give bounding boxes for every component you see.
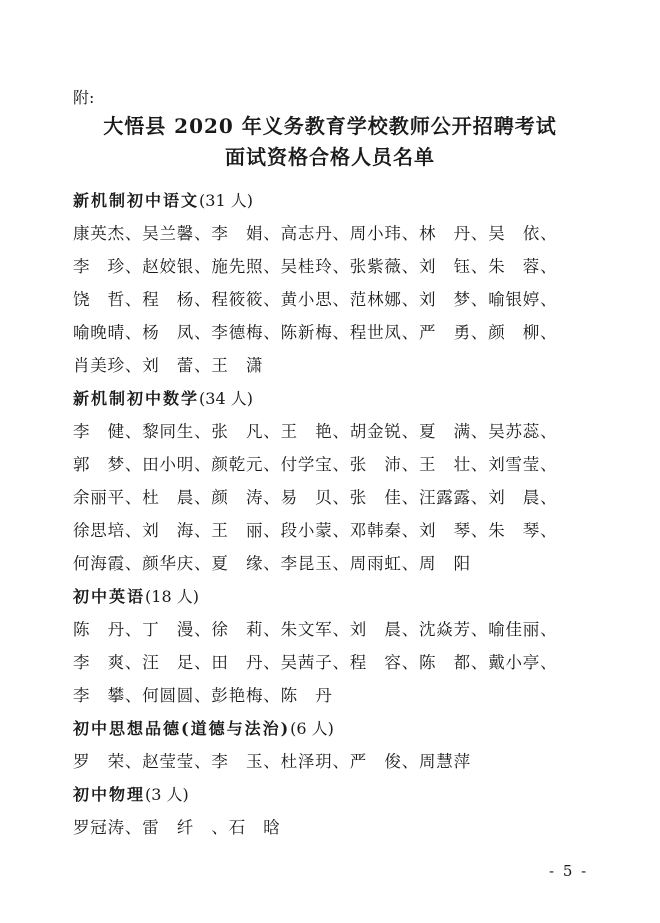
name-line: 郭 梦、田小明、颜乾元、付学宝、张 沛、王 壮、刘雪莹、	[73, 455, 558, 474]
name-list-content	[73, 184, 633, 844]
section-heading	[73, 580, 633, 613]
section-heading	[73, 778, 633, 811]
section-name-list	[73, 811, 633, 844]
name-line: 李 健、黎同生、张 凡、王 艳、胡金锐、夏 满、吴苏蕊、	[73, 422, 558, 441]
name-line: 罗冠涛、雷 纤 、石 晗	[73, 818, 281, 837]
section-title: 新机制初中数学	[73, 389, 200, 408]
name-line: 何海霞、颜华庆、夏 缘、李昆玉、周雨虹、周 阳	[73, 554, 471, 573]
section-title: 新机制初中语文	[73, 191, 200, 210]
name-line: 喻晚晴、杨 凤、李德梅、陈新梅、程世凤、严 勇、颜 柳、	[73, 323, 558, 342]
section-count: (3 人)	[145, 785, 189, 804]
section-name-list	[73, 745, 633, 778]
section-count: (18 人)	[145, 587, 199, 606]
section-title: 初中英语	[73, 587, 146, 606]
section-name-list	[73, 415, 633, 580]
name-line: 饶 哲、程 杨、程筱筱、黄小思、范林娜、刘 梦、喻银婷、	[73, 290, 558, 309]
section-title: 初中物理	[73, 785, 146, 804]
section-heading	[73, 382, 633, 415]
name-line: 罗 荣、赵莹莹、李 玉、杜泽玥、严 俊、周慧萍	[73, 752, 471, 771]
name-line: 康英杰、吴兰馨、李 娟、高志丹、周小玮、林 丹、吴 依、	[73, 224, 558, 243]
section-heading	[73, 712, 633, 745]
section-name-list	[73, 217, 633, 382]
name-line: 肖美珍、刘 蕾、王 潇	[73, 356, 264, 375]
document-title-line2: 面试资格合格人员名单	[225, 145, 435, 169]
name-line: 余丽平、杜 晨、颜 涛、易 贝、张 佳、汪露露、刘 晨、	[73, 488, 558, 507]
section-count: (6 人)	[290, 719, 334, 738]
section-count: (34 人)	[199, 389, 253, 408]
name-line: 徐思培、刘 海、王 丽、段小蒙、邓韩秦、刘 琴、朱 琴、	[73, 521, 558, 540]
attachment-label: 附:	[73, 88, 95, 107]
page-number: - 5 -	[549, 862, 589, 880]
document-title-line1: 大悟县 2020 年义务教育学校教师公开招聘考试	[103, 114, 557, 138]
section-count: (31 人)	[199, 191, 253, 210]
section-heading	[73, 184, 633, 217]
name-line: 陈 丹、丁 漫、徐 莉、朱文军、刘 晨、沈焱芳、喻佳丽、	[73, 620, 558, 639]
name-line: 李 珍、赵姣银、施先照、吴桂玲、张紫薇、刘 钰、朱 蓉、	[73, 257, 558, 276]
name-line: 李 爽、汪 足、田 丹、吴茜子、程 容、陈 都、戴小亭、	[73, 653, 558, 672]
name-line: 李 攀、何圆圆、彭艳梅、陈 丹	[73, 686, 333, 705]
section-name-list	[73, 613, 633, 712]
section-title: 初中思想品德(道德与法治)	[73, 719, 291, 738]
